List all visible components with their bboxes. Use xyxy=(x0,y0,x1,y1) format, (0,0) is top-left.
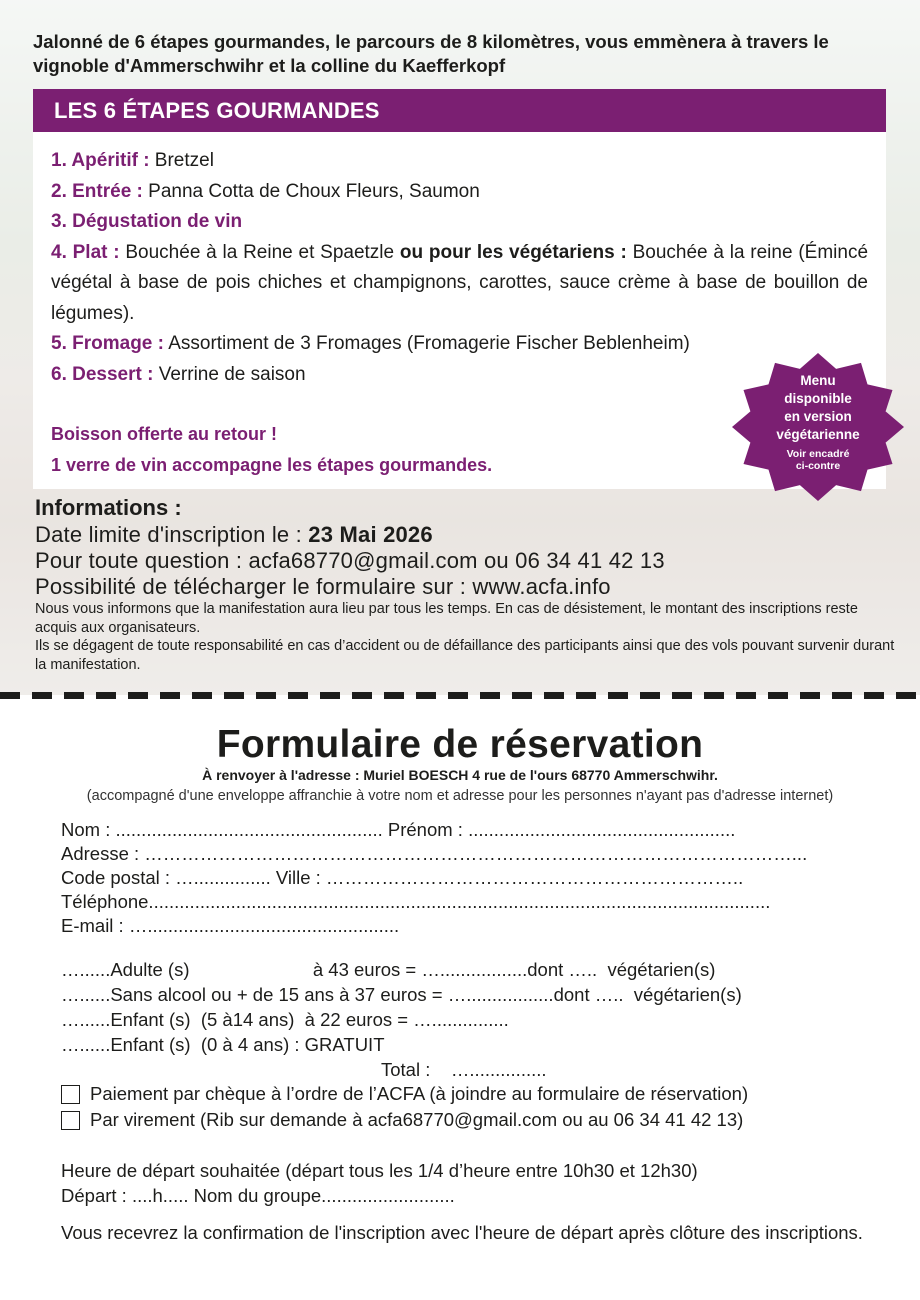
quantity-section xyxy=(61,957,861,1082)
step-label: 4. Plat : xyxy=(51,241,120,263)
cut-line-divider xyxy=(0,692,920,699)
quantity-child-5-14: …......Enfant (s) (5 à14 ans) à 22 euros = …............... xyxy=(61,1009,509,1030)
departure-line: Départ : ....h..... Nom du groupe.......................... xyxy=(61,1185,455,1206)
step-text: Bouchée à la reine (Émincé végétal à base de pois chiches et champignons, carottes, sauce crème à base de bouillon de légumes). xyxy=(51,241,869,324)
step-label: 6. Dessert : xyxy=(51,363,154,385)
badge-note-line: Voir encadré xyxy=(786,448,850,460)
info-download: Possibilité de télécharger le formulaire sur : www.acfa.info xyxy=(35,574,611,599)
payment-transfer-option[interactable] xyxy=(61,1107,861,1133)
step-label: 5. Fromage : xyxy=(51,333,164,354)
badge-note-line: ci-contre xyxy=(795,460,841,472)
extra-wine: 1 verre de vin accompagne les étapes gourmandes. xyxy=(51,454,493,475)
address-field: Adresse : ……………………………………………………………………………………………... xyxy=(61,843,808,864)
step-text: Panna Cotta de Choux Fleurs, Saumon xyxy=(142,180,480,202)
transfer-checkbox[interactable] xyxy=(61,1111,80,1130)
phone-field: Téléphone......................................................................................................................... xyxy=(61,891,771,912)
badge-text xyxy=(730,372,906,472)
info-title: Informations : xyxy=(35,495,182,520)
info-deadline xyxy=(35,522,895,548)
step-vegetarian-label: ou pour les végétariens : xyxy=(399,241,627,263)
step-4 xyxy=(51,238,868,330)
deadline-value: 23 Mai 2026 xyxy=(308,522,433,547)
badge-line: Menu xyxy=(800,373,836,388)
payment-cheque-option[interactable] xyxy=(61,1081,861,1107)
step-2 xyxy=(51,177,868,208)
info-note-liability: Ils se dégagent de toute responsabilité en cas d’accident ou de défaillance des participants ainsi que des vols pouvant survenir durant la manifestation. xyxy=(35,638,895,673)
intro-text: Jalonné de 6 étapes gourmandes, le parcours de 8 kilomètres, vous emmènera à travers le vignoble d'Ammerschwihr et la colline du Kaefferkopf xyxy=(33,31,829,76)
step-text: Bouchée à la Reine et Spaetzle xyxy=(119,241,400,263)
badge-line: en version xyxy=(784,409,852,424)
step-text: Verrine de saison xyxy=(153,363,306,385)
info-note-weather: Nous vous informons que la manifestation aura lieu par tous les temps. En cas de désistement, le montant des inscriptions reste acquis aux organisateurs. xyxy=(35,601,858,636)
cheque-label: Paiement par chèque à l’ordre de l’ACFA (à joindre au formulaire de réservation) xyxy=(90,1083,749,1104)
email-field: E-mail : …................................................. xyxy=(61,915,400,936)
form-fields xyxy=(61,818,861,938)
step-text: Bretzel xyxy=(149,150,214,171)
departure-section xyxy=(61,1158,881,1245)
step-text: Assortiment de 3 Fromages (Fromagerie Fischer Beblenheim) xyxy=(163,333,690,354)
extra-drink: Boisson offerte au retour ! xyxy=(51,424,278,444)
transfer-label: Par virement (Rib sur demande à acfa68770@gmail.com ou au 06 34 41 42 13) xyxy=(90,1109,744,1130)
payment-options xyxy=(61,1081,861,1133)
total-line: Total : …............... xyxy=(381,1059,547,1080)
step-label: 2. Entrée : xyxy=(51,180,143,202)
step-label: 1. Apéritif : xyxy=(51,150,150,171)
vegetarian-badge xyxy=(730,352,906,502)
info-notes xyxy=(35,600,895,674)
form-title: Formulaire de réservation xyxy=(216,723,704,766)
badge-note xyxy=(730,448,906,472)
step-label: 3. Dégustation de vin xyxy=(51,211,243,232)
quantity-no-alcohol: …......Sans alcool ou + de 15 ans à 37 euros = ….................dont ….. végétarien(s) xyxy=(61,984,742,1005)
departure-hint: Heure de départ souhaitée (départ tous les 1/4 d’heure entre 10h30 et 12h30) xyxy=(61,1160,698,1181)
confirmation-note: Vous recevrez la confirmation de l'inscription avec l'heure de départ après clôture des inscriptions. xyxy=(61,1222,863,1243)
form-return-address: À renvoyer à l'adresse : Muriel BOESCH 4 rue de l'ours 68770 Ammerschwihr. xyxy=(202,767,718,783)
name-field: Nom : .................................................... Prénom : .................................................... xyxy=(61,819,736,840)
cheque-checkbox[interactable] xyxy=(61,1085,80,1104)
quantity-child-0-4: …......Enfant (s) (0 à 4 ans) : GRATUIT xyxy=(61,1034,385,1055)
info-contact: Pour toute question : acfa68770@gmail.com ou 06 34 41 42 13 xyxy=(35,548,665,573)
quantity-adult: …......Adulte (s) à 43 euros = ….................dont ….. végétarien(s) xyxy=(61,959,716,980)
deadline-label: Date limite d'inscription le : xyxy=(35,522,309,547)
information-section xyxy=(35,494,895,674)
step-3 xyxy=(51,207,868,238)
postal-city-field: Code postal : …............... Ville : ………………………………………………………….. xyxy=(61,867,744,888)
step-1 xyxy=(51,146,868,177)
steps-card-title: LES 6 ÉTAPES GOURMANDES xyxy=(33,89,886,132)
badge-line: disponible xyxy=(784,391,852,406)
badge-line: végétarienne xyxy=(776,427,860,442)
form-subtitle: (accompagné d'une enveloppe affranchie à votre nom et adresse pour les personnes n'ayant pas d'adresse internet) xyxy=(86,788,834,804)
